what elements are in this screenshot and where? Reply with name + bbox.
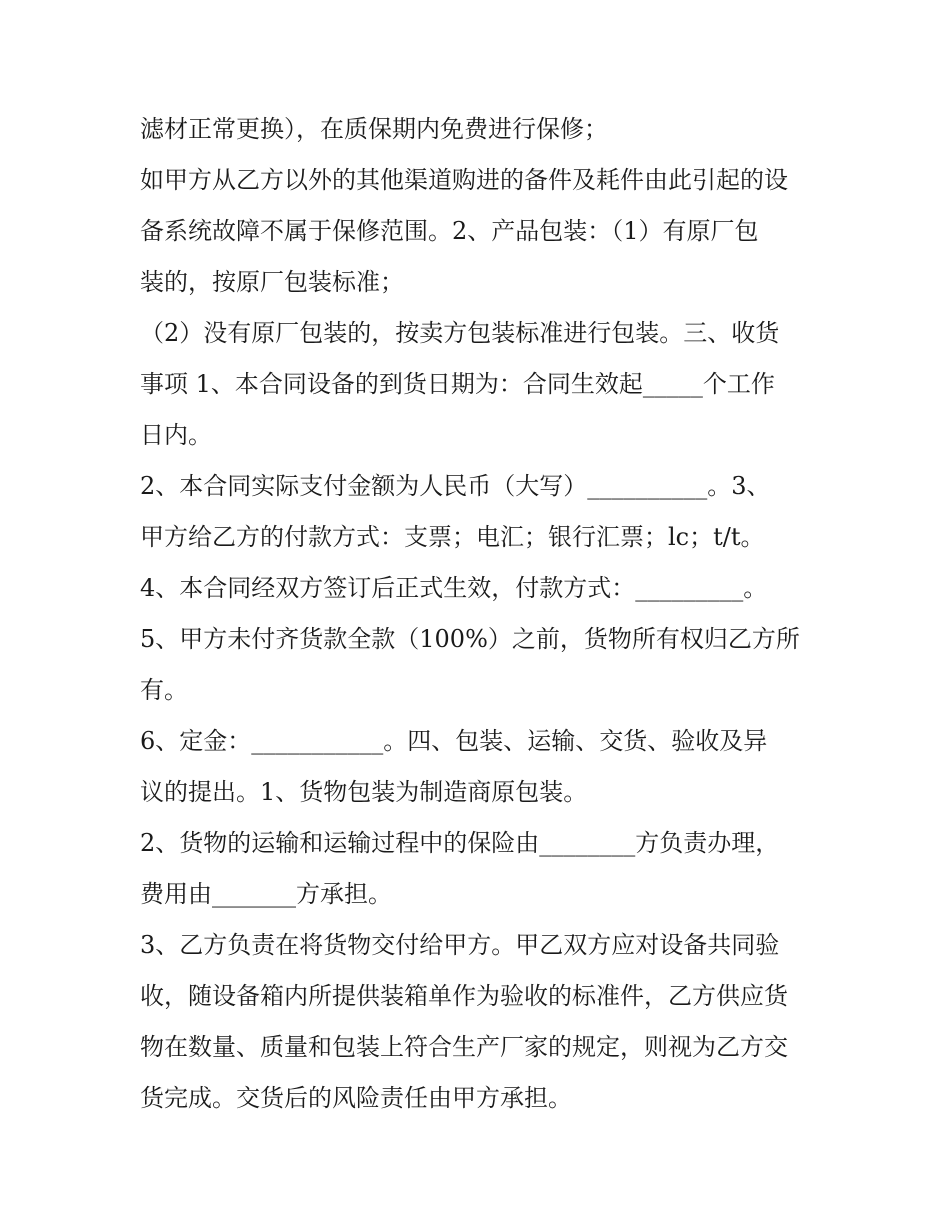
text-line: 议的提出。1、货物包装为制造商原包装。 <box>140 778 588 806</box>
text-line: 4、本合同经双方签订后正式生效，付款方式：_________。 <box>140 574 768 602</box>
text-line: 滤材正常更换），在质保期内免费进行保修； <box>140 115 608 143</box>
text-line: 甲方给乙方的付款方式：支票；电汇；银行汇票；lc；t/t。 <box>140 523 765 551</box>
text-line: 事项 1、本合同设备的到货日期为：合同生效起_____个工作 <box>140 370 775 398</box>
text-line: 2、货物的运输和运输过程中的保险由________方负责办理， <box>140 829 780 857</box>
text-line: 3、乙方负责在将货物交付给甲方。甲乙双方应对设备共同验 <box>140 931 780 959</box>
text-line: 日内。 <box>140 421 212 449</box>
text-line: 物在数量、质量和包装上符合生产厂家的规定，则视为乙方交 <box>140 1033 788 1061</box>
text-line: 收，随设备箱内所提供装箱单作为验收的标准件，乙方供应货 <box>140 982 788 1010</box>
text-line: 5、甲方未付齐货款全款（100%）之前，货物所有权归乙方所 <box>140 625 800 653</box>
text-line: （2）没有原厂包装的，按卖方包装标准进行包装。三、收货 <box>140 319 780 347</box>
text-line: 如甲方从乙方以外的其他渠道购进的备件及耗件由此引起的设 <box>140 166 788 194</box>
contract-text-body <box>140 104 820 1124</box>
text-line: 2、本合同实际支付金额为人民币（大写）__________。3、 <box>140 472 771 500</box>
text-line: 备系统故障不属于保修范围。2、产品包装：（1）有原厂包 <box>140 217 759 245</box>
text-line: 货完成。交货后的风险责任由甲方承担。 <box>140 1084 572 1112</box>
text-line: 费用由_______方承担。 <box>140 880 392 908</box>
text-line: 装的，按原厂包装标准； <box>140 268 404 296</box>
text-line: 6、定金：___________。四、包装、运输、交货、验收及异 <box>140 727 768 755</box>
text-line: 有。 <box>140 676 188 704</box>
